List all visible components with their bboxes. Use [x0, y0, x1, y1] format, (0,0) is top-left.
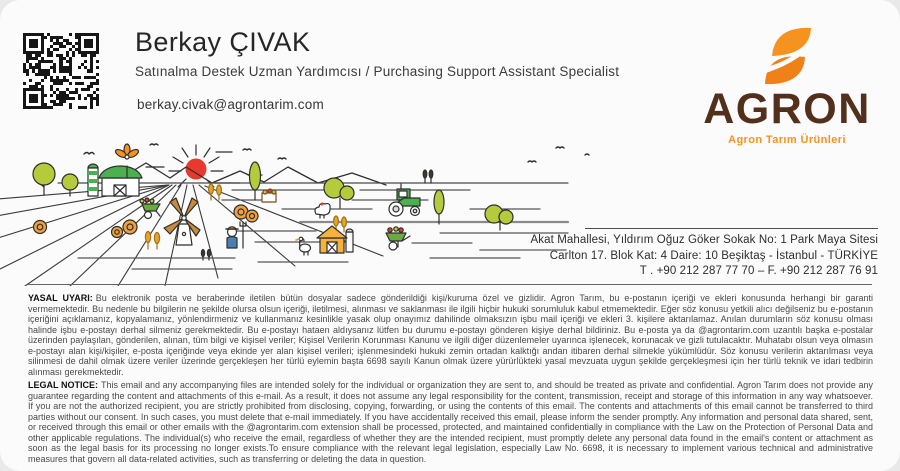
small-barn-icon	[317, 226, 353, 253]
brand-wordmark: AGRON	[703, 85, 871, 133]
company-logo	[687, 24, 887, 146]
qr-code	[23, 33, 99, 109]
address-line-1: Akat Mahallesi, Yıldırım Oğuz Göker Sokak No: 1 Park Maya Sitesi	[530, 234, 878, 246]
brand-tagline: Agron Tarım Ürünleri	[728, 134, 846, 146]
chicken-icon	[315, 203, 330, 219]
legal-label-tr: YASAL UYARI:	[28, 293, 93, 303]
tree-icon	[33, 163, 78, 196]
sun-icon	[146, 145, 262, 187]
legal-notice-english	[28, 380, 873, 464]
farmer-icon	[226, 222, 246, 248]
produce-crate-icon	[262, 189, 276, 202]
address-divider	[585, 228, 878, 229]
person-name: Berkay ÇIVAK	[135, 27, 311, 57]
legal-text-tr: Bu elektronik posta ve beraberinde iletilen bütün dosyalar sadece gönderildiği kişi/kuruma özel ve gizlidir. Agron Tarım, bu e-postanın içeriği ve ekleri konusunda herhangi bir garanti vermemektedir. Bu nedenle bu bilgilerin ne şekilde olursa olsun içeriği, iletilmesi, alınması ve saklanması ile ilgili hiçbir hukuki sorumluluk kabul etmemektedir. Eğer söz konusu yetkili alıcı değilseniz bu e-postanın içeriğini açıklamanız, kopyalamanız, yönlendirmeniz ve kullanmanız kesinlikle yasak olup onayımız dahilinde olmaksızın işbu mail içeriği ve ekleri 3. kişilere aktarılamaz. Anılan durumların söz konusu olması halinde işbu e-postayı derhal silmeniz gerekmektedir. Bu e-postayı hataen aldıysanız lütfen bu durumu e-postayı gönderen kişiye derhal bildiriniz. Bu e-posta ya da @agrontarim.com uzantılı başka e-postalar üzerinden paylaşılan, gönderilen, alınan, tüm bilgi ve kişisel veriler; Kişisel Verilerin Korunması Kanunu ve ilgili diğer düzenlemeler uyarınca işlenecek, korunacak ve gizli tutulacaktır. Muhatabı olsun veya olmasın e-postayı alan kişi/kişiler, e-posta içeriğinde veya ekinde yer alan kişisel verileri; işlenmesindeki hukuki zemin ortadan kalktığı andan itibaren derhal silmekle yükümlüdür. Söz konusu verilerin aktarılması veya silinmesi de dahil olmak üzere veriler üzerinde gerçekleşen her türlü eylemin başta 6698 sayılı Kanun olmak üzere yürürlükteki yasal mevzuata uygun şekilde gerçekleşmesi için her türlü teknik ve idari tedbirin alınması gerekmektedir.	[28, 293, 874, 377]
goose-icon	[296, 237, 311, 255]
legal-text-en: This email and any accompanying files are intended solely for the individual or organization they are sent to, and should be treated as private and confidential. Agron Tarım does not provide any guarantee regarding the content and attachments of this e-mail. As a result, it does not assume any legal responsibility for the content, transmission, receipt and storage of this information in any way whatsoever. If you are not the authorized recipient, you are strictly prohibited from disclosing, copying, forwarding, or using the contents of this email. The contents and attachments of this email cannot be transferred to third parties without our consent. In such cases, you must delete that e-mail immediately. If you have accidentally received this email, please inform the sender promptly. Any information and personal data shared, sent, or received through this email or other emails with the @agrontarim.com extension shall be processed, protected, and maintained confidentially in compliance with the Law on the Protection of Personal Data and other applicable regulations. The individual(s) who receive the email, regardless of whether they are the intended recipient, must promptly delete any personal data found in the email's content or attachment as soon as the legal basis for its processing no longer exists.To ensure compliance with the relevant legal legislation, especially Law No. 6698, it is necessary to implement various technical and administrative measures that govern all data-related activities, such as transferring or deleting the data in question.	[28, 380, 873, 464]
flame-leaf-icon	[759, 24, 815, 86]
email-link[interactable]: berkay.civak@agrontarim.com	[137, 97, 324, 112]
barn-icon	[88, 164, 142, 196]
birds-icon	[84, 144, 589, 162]
legal-label-en: LEGAL NOTICE:	[28, 380, 99, 390]
address-line-2: Carlton 17. Blok Kat: 4 Daire: 10 Beşiktaş - İstanbul - TÜRKİYE	[549, 249, 878, 262]
phone-fax-line: T . +90 212 287 77 70 – F. +90 212 287 76 91	[639, 265, 878, 277]
legal-notice-turkish	[28, 293, 873, 377]
address-block	[458, 233, 878, 280]
windmill-icon	[164, 198, 200, 245]
person-title: Satınalma Destek Uzman Yardımcısı / Purchasing Support Assistant Specialist	[135, 64, 620, 79]
legal-divider	[28, 284, 872, 285]
